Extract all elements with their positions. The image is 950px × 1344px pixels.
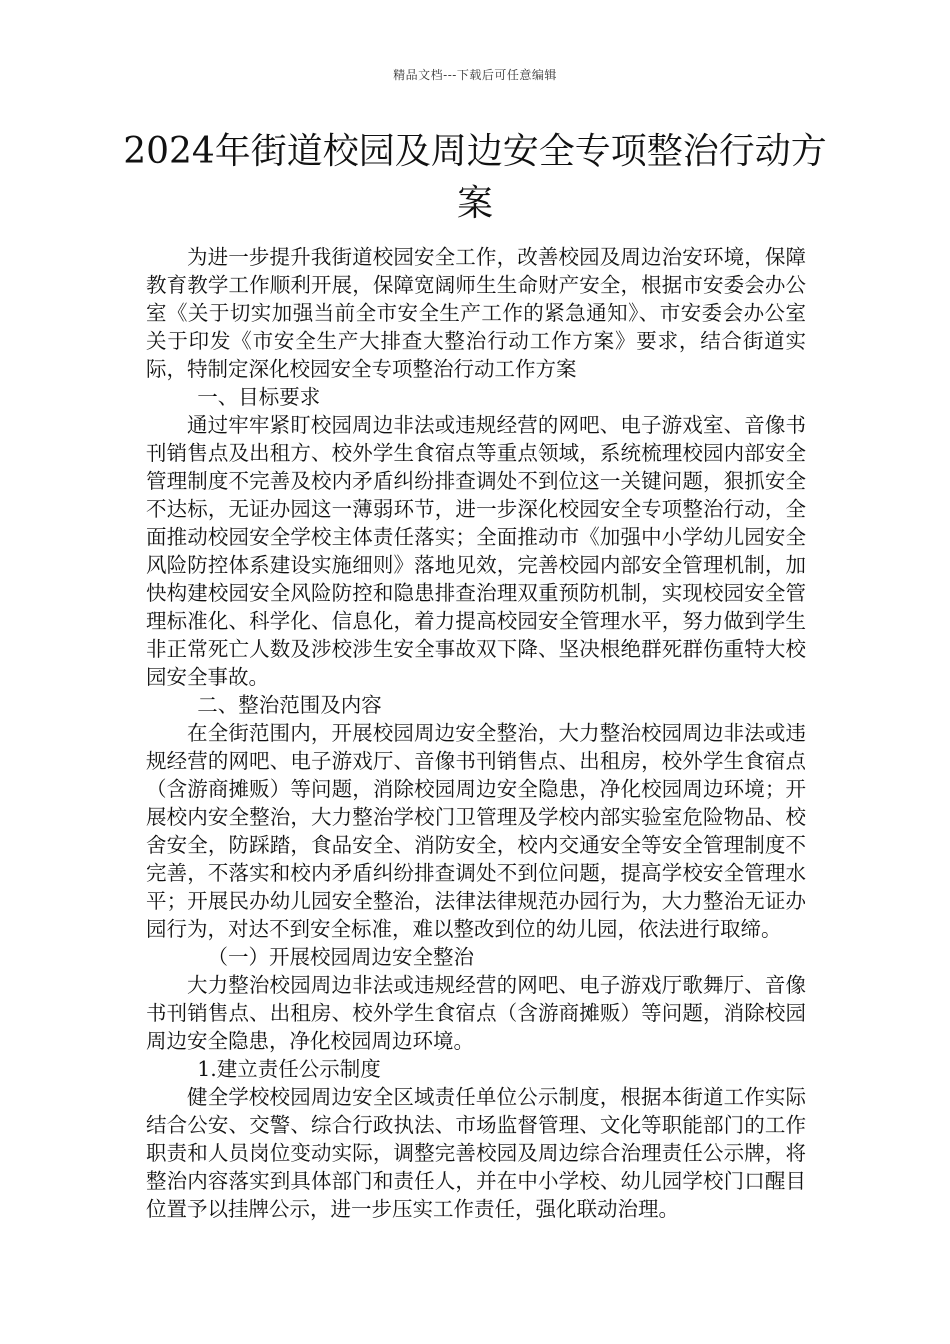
- document-body: [146, 243, 806, 1223]
- subsection-heading-surroundings: （一）开展校园周边安全整治: [207, 945, 474, 969]
- item-heading-responsibility: 1.建立责任公示制度: [197, 1057, 381, 1081]
- goals-paragraph: 通过牢牢紧盯校园周边非法或违规经营的网吧、电子游戏室、音像书刊销售点及出租方、校外学生食宿点等重点领域，系统梳理校园内部安全管理制度不完善及校内矛盾纠纷排查调处不到位这一关键问题，狠抓安全不达标，无证办园这一薄弱环节，进一步深化校园安全专项整治行动，全面推动校园安全学校主体责任落实；全面推动市《加强中小学幼儿园安全风险防控体系建设实施细则》落地见效，完善校园内部安全管理机制，加快构建校园安全风险防控和隐患排查治理双重预防机制，实现校园安全管理标准化、科学化、信息化，着力提高校园安全管理水平，努力做到学生非正常死亡人数及涉校涉生安全事故双下降、坚决根绝群死群伤重特大校园安全事故。: [146, 413, 806, 689]
- section-heading-goals: 一、目标要求: [197, 385, 321, 409]
- document-title: 2024年街道校园及周边安全专项整治行动方案: [123, 131, 827, 224]
- scope-paragraph: 在全街范围内，开展校园周边安全整治，大力整治校园周边非法或违规经营的网吧、电子游戏厅、音像书刊销售点、出租房，校外学生食宿点（含游商摊贩）等问题，消除校园周边安全隐患，净化校园周边环境；开展校内安全整治，大力整治学校门卫管理及学校内部实验室危险物品、校舍安全，防踩踏，食品安全、消防安全，校内交通安全等安全管理制度不完善，不落实和校内矛盾纠纷排查调处不到位问题，提高学校安全管理水平；开展民办幼儿园安全整治，法律法律规范办园行为，大力整治无证办园行为，对达不到安全标准，难以整改到位的幼儿园，依法进行取缔。: [146, 721, 806, 941]
- surroundings-paragraph: 大力整治校园周边非法或违规经营的网吧、电子游戏厅歌舞厅、音像书刊销售点、出租房、校外学生食宿点（含游商摊贩）等问题，消除校园周边安全隐患，净化校园周边环境。: [146, 973, 806, 1053]
- intro-paragraph: 为进一步提升我街道校园安全工作，改善校园及周边治安环境，保障教育教学工作顺利开展，保障宽阔师生生命财产安全，根据市安委会办公室《关于切实加强当前全市安全生产工作的紧急通知》、市安委会办公室关于印发《市安全生产大排查大整治行动工作方案》要求，结合街道实际，特制定深化校园安全专项整治行动工作方案: [146, 245, 806, 381]
- section-heading-scope: 二、整治范围及内容: [197, 693, 382, 717]
- responsibility-paragraph: 健全学校校园周边安全区域责任单位公示制度，根据本街道工作实际结合公安、交警、综合行政执法、市场监督管理、文化等职能部门的工作职责和人员岗位变动实际，调整完善校园及周边综合治理责任公示牌，将整治内容落实到具体部门和责任人，并在中小学校、幼儿园学校门口醒目位置予以挂牌公示，进一步压实工作责任，强化联动治理。: [146, 1085, 806, 1221]
- header-note: 精品文档---下载后可任意编辑: [393, 68, 557, 82]
